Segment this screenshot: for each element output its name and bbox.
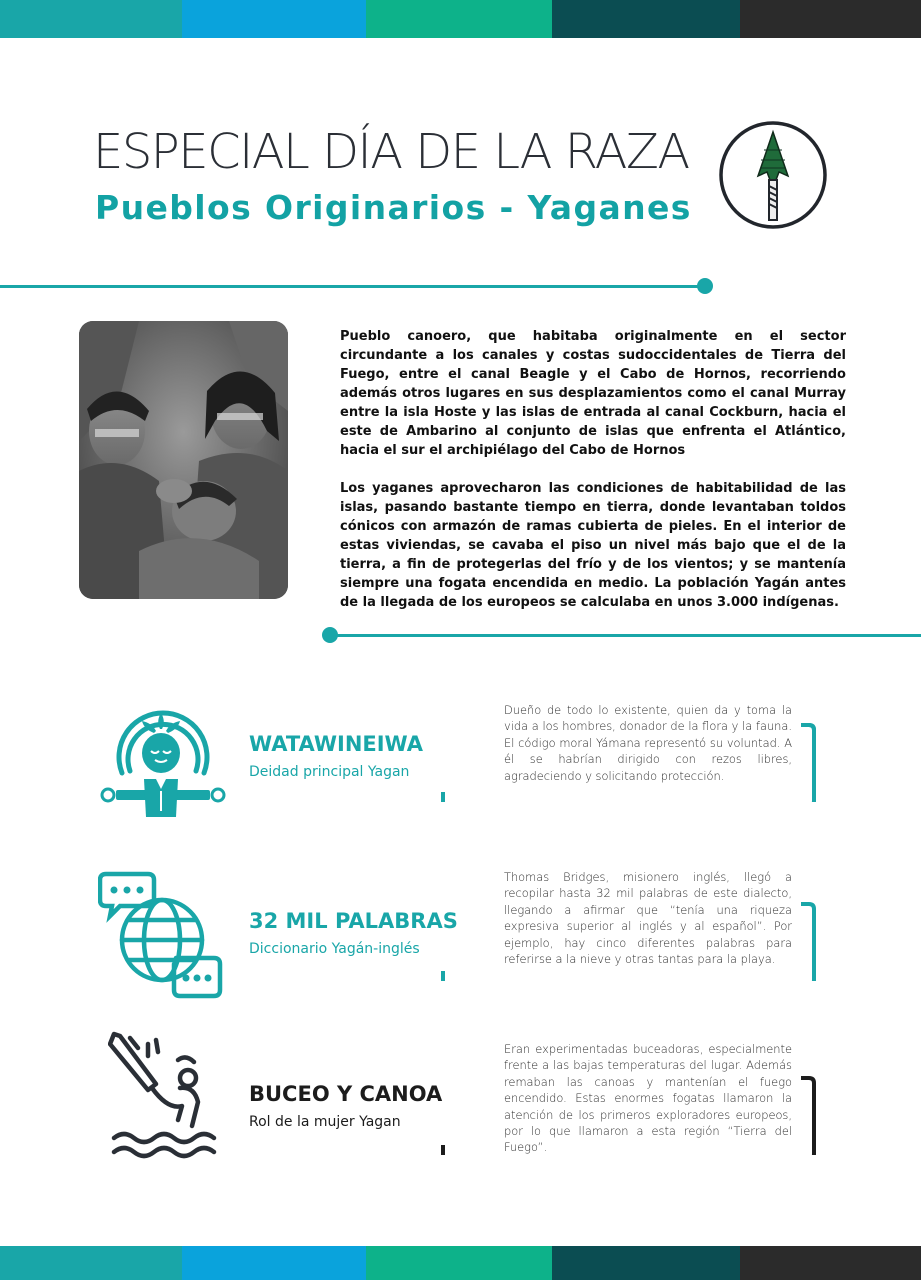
feature-description: Eran experimentadas buceadoras, especialmente frente a las bajas temperaturas del lugar. Además remaban las canoas y mantenían el fuego encendido. Estas enormes fogatas llamaron la atención de los primeros exploradores europeos, por lo que llamaron a esta región “Tierra del Fuego”. bbox=[504, 1042, 792, 1155]
bracket-frame bbox=[441, 1075, 816, 1155]
photo-yagan-children-icon bbox=[79, 321, 288, 599]
historical-photo bbox=[79, 321, 288, 599]
arrowhead-icon bbox=[718, 120, 828, 230]
page-subtitle: Pueblos Originarios - Yaganes bbox=[95, 188, 692, 227]
feature-title: BUCEO Y CANOA bbox=[249, 1082, 443, 1106]
divider-line-bottom bbox=[330, 634, 921, 637]
feature-subtitle: Rol de la mujer Yagan bbox=[249, 1114, 401, 1130]
globe-chat-icon bbox=[98, 870, 224, 1000]
top-color-bar bbox=[0, 0, 921, 38]
bracket-frame bbox=[441, 722, 816, 802]
intro-paragraph-2: Los yaganes aprovecharon las condiciones de habitabilidad de las islas, pasando bastante tiempo en tierra, donde levantaban toldos cónicos con armazón de ramas cubierta de pieles. En el interior de estas viviendas, se cavaba el piso un nivel más bajo que el de la tierra, a fin de protegerlas del frío y de los vientos; y se mantenía siempre una fogata encendida en medio. La población Yagán antes de la llegada de los europeos se calculaba en unos 3.000 indígenas. bbox=[340, 481, 846, 610]
feature-description: Dueño de todo lo existente, quien da y toma la vida a los hombres, donador de la flora y la fauna. El código moral Yámana representó su voluntad. A él se habrían dirigido con rezos libres, agradeciendo y solicitando protección. bbox=[504, 703, 792, 783]
bottom-color-bar bbox=[0, 1246, 921, 1280]
feature-title: WATAWINEIWA bbox=[249, 732, 424, 756]
feature-description: Thomas Bridges, misionero inglés, llegó a recopilar hasta 32 mil palabras de este dialecto, llegando a afirmar que “tenía una riqueza expresiva superior al inglés y al español”. Por ejemplo, hay cinco diferentes palabras para referirse a la nieve y otras tantas para la playa. bbox=[504, 870, 792, 967]
divider-dot bbox=[697, 278, 713, 294]
divider-line-top bbox=[0, 285, 700, 288]
feature-subtitle: Diccionario Yagán-inglés bbox=[249, 941, 420, 957]
deity-meditation-icon bbox=[98, 693, 228, 823]
feature-subtitle: Deidad principal Yagan bbox=[249, 764, 410, 780]
diver-icon bbox=[108, 1030, 218, 1160]
page-title: ESPECIAL DÍA DE LA RAZA bbox=[93, 124, 689, 180]
feature-title: 32 MIL PALABRAS bbox=[249, 909, 458, 933]
intro-text bbox=[340, 327, 846, 631]
intro-paragraph-1: Pueblo canoero, que habitaba originalmente en el sector circundante a los canales y costas sudoccidentales de Tierra del Fuego, entre el canal Beagle y el Cabo de Hornos, recorriendo además otros lugares en sus desplazamientos como el canal Murray entre la isla Hoste y las islas de entrada al canal Cockburn, hacia el este de Ambarino al conjunto de islas que enfrenta el Atlántico, hacia el sur el archipiélago del Cabo de Hornos bbox=[340, 329, 846, 458]
bracket-frame bbox=[441, 901, 816, 981]
